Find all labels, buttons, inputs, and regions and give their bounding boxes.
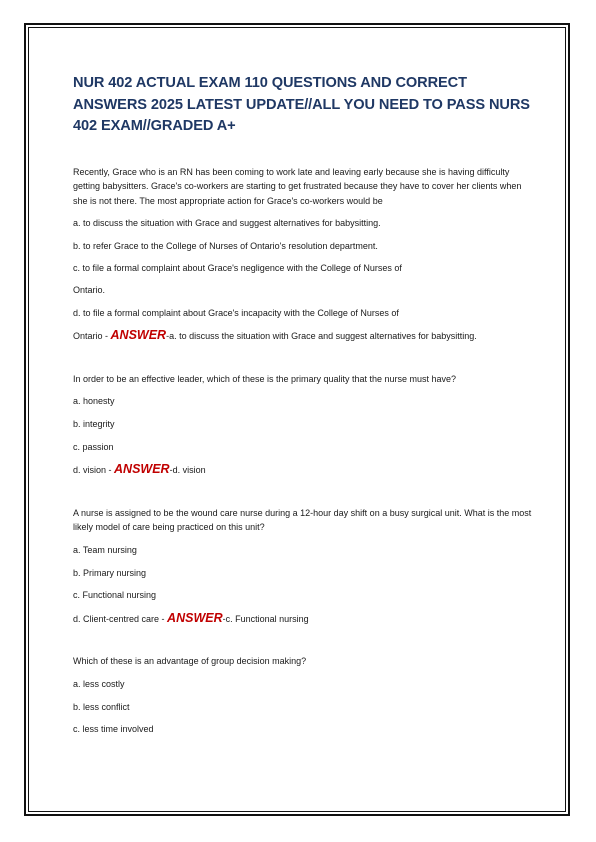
- option-d: d. to file a formal complaint about Grace's incapacity with the College of Nurses of: [73, 307, 399, 318]
- option-a: a. to discuss the situation with Grace and suggest alternatives for babysitting.: [73, 218, 381, 229]
- answer-line: [73, 611, 533, 627]
- question-stem: Which of these is an advantage of group decision making?: [73, 656, 307, 667]
- option-b: b. integrity: [73, 419, 115, 430]
- option-c: c. to file a formal complaint about Grace's negligence with the College of Nurses of: [73, 263, 402, 274]
- option-c-continued: Ontario.: [73, 285, 106, 296]
- answer-tag: ANSWER: [114, 462, 170, 477]
- question-1: [73, 165, 533, 344]
- question-stem: A nurse is assigned to be the wound care nurse during a 12-hour day shift on a busy surgical unit. What is the most likely model of care being practiced on this unit?: [73, 507, 532, 533]
- question-3: [73, 506, 533, 627]
- document-title: NUR 402 ACTUAL EXAM 110 QUESTIONS AND CORRECT ANSWERS 2025 LATEST UPDATE//ALL YOU NEED TO PASS NURS 402 EXAM//GRADED A+: [73, 75, 530, 134]
- question-4: [73, 654, 533, 736]
- option-b: b. Primary nursing: [73, 567, 147, 578]
- option-c: c. less time involved: [73, 724, 154, 735]
- option-b: b. to refer Grace to the College of Nurses of Ontario's resolution department.: [73, 240, 378, 251]
- answer-text: -a. to discuss the situation with Grace and suggest alternatives for babysitting.: [166, 331, 477, 342]
- answer-line: [73, 462, 533, 478]
- option-a: a. less costly: [73, 678, 125, 689]
- option-a: a. Team nursing: [73, 545, 137, 555]
- answer-prefix: d. Client-centred care -: [73, 613, 168, 624]
- answer-tag: ANSWER: [110, 328, 167, 343]
- answer-prefix: d. vision -: [73, 465, 115, 476]
- answer-text: -d. vision: [169, 465, 206, 476]
- option-c: c. passion: [73, 441, 114, 452]
- answer-prefix: Ontario -: [73, 331, 111, 342]
- answer-text: -c. Functional nursing: [222, 613, 309, 624]
- option-b: b. less conflict: [73, 701, 130, 712]
- answer-tag: ANSWER: [167, 610, 223, 625]
- option-a: a. honesty: [73, 396, 115, 407]
- document-content: [73, 73, 533, 737]
- question-stem: Recently, Grace who is an RN has been coming to work late and leaving early because she is having difficulty getting babysitters. Grace's co-workers are starting to get frustrated because they have to cover her clients when she is not there. The most appropriate action for Grace's co-workers would be: [73, 166, 522, 206]
- option-c: c. Functional nursing: [73, 590, 157, 601]
- answer-line: [73, 328, 533, 344]
- question-2: [73, 372, 533, 478]
- question-stem: In order to be an effective leader, which of these is the primary quality that the nurse must have?: [73, 373, 457, 384]
